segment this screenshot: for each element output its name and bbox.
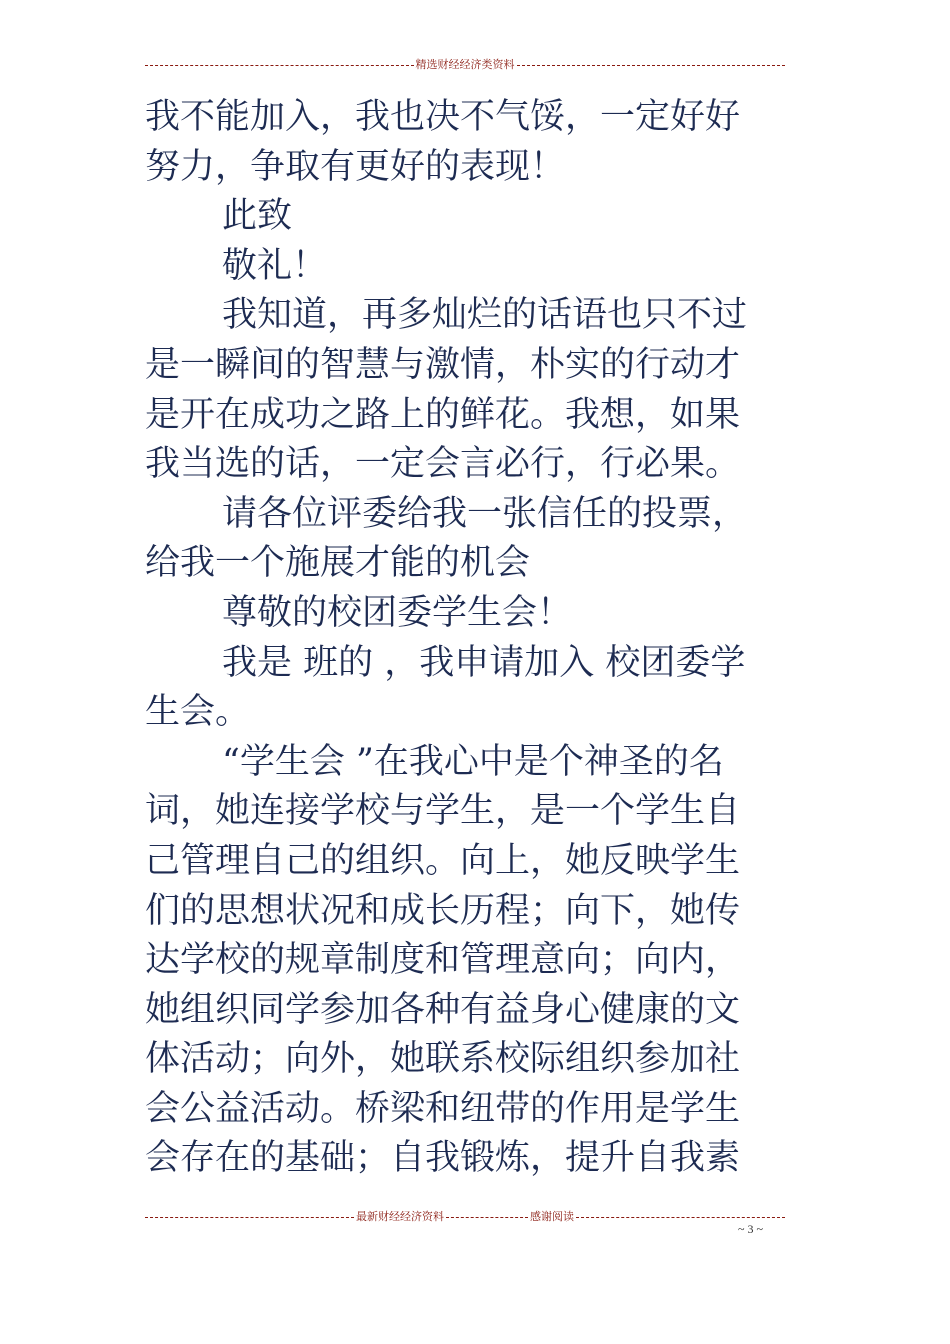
text-line: 她组织同学参加各种有益身心健康的文 <box>145 989 741 1030</box>
header-dash-right <box>517 65 786 66</box>
page-number: ~ 3 ~ <box>738 1222 763 1236</box>
text-line: 我当选的话，一定会言必行，行必果。 <box>145 444 741 485</box>
footer-dash-left <box>145 1217 354 1218</box>
closing-line: 敬礼！ <box>222 245 328 286</box>
footer-dash-middle <box>446 1217 528 1218</box>
text-line: 我知道，再多灿烂的话语也只不过 <box>222 295 748 336</box>
text-line: 会公益活动。桥梁和纽带的作用是学生 <box>145 1088 741 1129</box>
salutation-line: 尊敬的校团委学生会！ <box>222 592 573 633</box>
text-line: 我不能加入，我也决不气馁，一定好好 <box>145 97 741 137</box>
footer-dash-right <box>576 1217 785 1218</box>
text-line: 己管理自己的组织。向上，她反映学生 <box>145 840 741 881</box>
text-line: 词，她连接学校与学生，是一个学生自 <box>145 791 741 832</box>
closing-line: 此致 <box>222 196 293 237</box>
text-line: 是一瞬间的智慧与激情，朴实的行动才 <box>145 344 741 385</box>
page-header <box>145 59 785 71</box>
text-line: 是开在成功之路上的鲜花。我想，如果 <box>145 394 741 435</box>
text-line: 请各位评委给我一张信任的投票， <box>222 493 748 534</box>
header-label: 精选财经经济类资料 <box>415 58 515 71</box>
text-line: 我是 班的 ，我申请加入 校团委学 <box>222 642 746 683</box>
text-line: 达学校的规章制度和管理意向；向内， <box>145 940 741 981</box>
text-line: 努力，争取有更好的表现！ <box>145 146 566 187</box>
header-dash-left <box>145 65 414 66</box>
text-line: 会存在的基础；自我锻炼，提升自我素 <box>145 1138 741 1179</box>
text-line: 给我一个施展才能的机会 <box>145 543 531 584</box>
body-text <box>145 93 815 1184</box>
footer-right-label: 感谢阅读 <box>530 1210 574 1223</box>
page-footer <box>145 1211 785 1223</box>
text-line: 们的思想状况和成长历程；向下，她传 <box>145 890 741 931</box>
text-line: 生会。 <box>145 692 251 733</box>
text-line: “学生会 ”在我心中是个神圣的名 <box>222 741 724 782</box>
text-line: 体活动；向外，她联系校际组织参加社 <box>145 1039 741 1080</box>
footer-left-label: 最新财经经济资料 <box>356 1210 444 1223</box>
